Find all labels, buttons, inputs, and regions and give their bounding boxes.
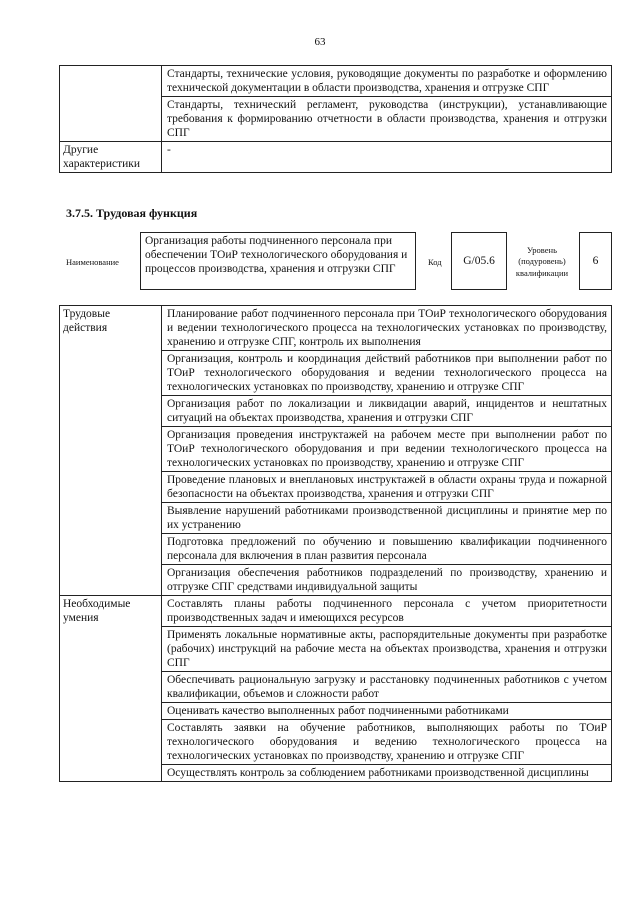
- table-cell: Оценивать качество выполненных работ подчиненными работниками: [162, 703, 612, 720]
- table-row: [60, 142, 612, 173]
- table-cell: Организация работ по локализации и ликвидации аварий, инцидентов и нештатных ситуаций на объектах производства, хранения и отгрузки СПГ: [162, 396, 612, 427]
- name-label: Наименование: [66, 257, 119, 267]
- table-cell: Обеспечивать рациональную загрузку и расстановку подчиненных работников с учетом квалификации, объемов и сложности работ: [162, 672, 612, 703]
- other-characteristics-label: Другие характеристики: [60, 142, 162, 173]
- table-cell: Организация, контроль и координация действий работников при выполнении работ по ТОиР технологического оборудования и ведении технологического процесса на технологических установках по производству, хранению и отгрузке СПГ: [162, 351, 612, 396]
- function-name: Организация работы подчиненного персонала при обеспечении ТОиР технологического оборудования и процессов производства, хранения и отгрузки СПГ: [140, 232, 416, 290]
- labor-actions-label: Трудовые действия: [60, 306, 162, 596]
- table-cell: Проведение плановых и внеплановых инструктажей в области охраны труда и пожарной безопасности на объектах производства, хранения и отгрузки СПГ: [162, 472, 612, 503]
- table-cell: -: [162, 142, 612, 173]
- table-cell: Планирование работ подчиненного персонала при ТОиР технологического оборудования и ведении технологического процесса на технологических установках по производству, хранению и отгрузке СПГ, контроль их выполнения: [162, 306, 612, 351]
- page-number: 63: [314, 36, 326, 48]
- function-details-table: [59, 305, 612, 782]
- table-cell: Стандарты, технические условия, руководящие документы по разработке и оформлению технической документации в области производства, хранения и отгрузке СПГ: [162, 66, 612, 97]
- table-cell: Составлять заявки на обучение работников, выполняющих работы по ТОиР технологического оборудования и ведению технологического процесса на технологических установках по производству, хранению и отгрузке СПГ: [162, 720, 612, 765]
- level-label: Уровень (подуровень) квалификации: [515, 245, 569, 278]
- table-row: [60, 596, 612, 627]
- row-label-empty: [60, 66, 162, 142]
- table-cell: Составлять планы работы подчиненного персонала с учетом приоритетности производственных задач и имеющихся ресурсов: [162, 596, 612, 627]
- qualification-level: 6: [579, 232, 612, 290]
- table-cell: Применять локальные нормативные акты, распорядительные документы при разработке (рабочих) инструкций на рабочие места на объектах производства, хранения и отгрузки СПГ: [162, 627, 612, 672]
- requirements-table-continued: [59, 65, 612, 173]
- required-skills-label: Необходимые умения: [60, 596, 162, 782]
- table-cell: Стандарты, технический регламент, руководства (инструкции), устанавливающие требования к формированию отчетности в области производства, хранения и отгрузки СПГ: [162, 97, 612, 142]
- code-label: Код: [428, 257, 442, 267]
- table-cell: Организация обеспечения работников подразделений по производству, хранению и отгрузке СПГ средствами индивидуальной защиты: [162, 565, 612, 596]
- table-row: [60, 306, 612, 351]
- section-title: 3.7.5. Трудовая функция: [66, 206, 198, 220]
- table-cell: Выявление нарушений работниками производственной дисциплины и принятие мер по их устранению: [162, 503, 612, 534]
- table-cell: Осуществлять контроль за соблюдением работниками производственной дисциплины: [162, 765, 612, 782]
- table-cell: Подготовка предложений по обучению и повышению квалификации подчиненного персонала для включения в план развития персонала: [162, 534, 612, 565]
- table-cell: Организация проведения инструктажей на рабочем месте при выполнении работ по ТОиР технологического оборудования и при ведении технологического процесса на технологических установках по производству, хранению и отгрузке СПГ: [162, 427, 612, 472]
- function-code: G/05.6: [451, 232, 507, 290]
- table-row: [60, 66, 612, 97]
